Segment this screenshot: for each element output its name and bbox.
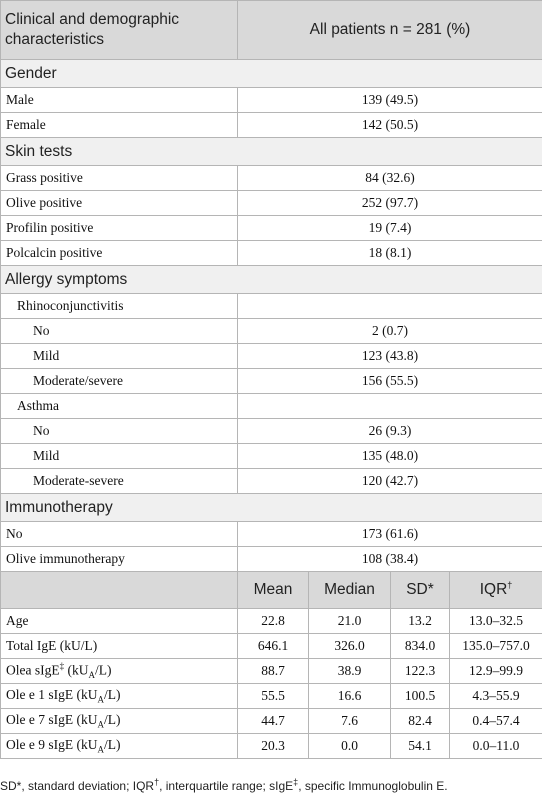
footnote-text: , specific Immunoglobulin E.	[298, 779, 448, 793]
stats-header-median: Median	[309, 572, 391, 609]
stats-header-sd: SD*	[391, 572, 450, 609]
iqr-label: IQR	[479, 581, 508, 599]
table-row	[1, 216, 542, 241]
stats-row	[1, 659, 542, 684]
row-value: 19 (7.4)	[238, 216, 542, 241]
stats-row	[1, 634, 542, 659]
stats-sd: 13.2	[391, 609, 450, 634]
stats-mean: 22.8	[238, 609, 309, 634]
header-all-patients: All patients n = 281 (%)	[238, 1, 542, 60]
stats-mean: 88.7	[238, 659, 309, 684]
table-row	[1, 166, 542, 191]
section-title-gender: Gender	[1, 60, 542, 88]
stats-iqr: 0.4–57.4	[450, 709, 542, 734]
table-row	[1, 444, 542, 469]
table-row	[1, 394, 542, 419]
stats-row	[1, 709, 542, 734]
row-label: No	[1, 419, 238, 444]
table-row	[1, 469, 542, 494]
stats-header-blank	[1, 572, 238, 609]
stats-median: 16.6	[309, 684, 391, 709]
stats-label	[1, 684, 238, 709]
label-unit-end: /L)	[103, 737, 121, 753]
stats-iqr: 4.3–55.9	[450, 684, 542, 709]
stats-median: 7.6	[309, 709, 391, 734]
stats-mean: 20.3	[238, 734, 309, 759]
row-value: 120 (42.7)	[238, 469, 542, 494]
label-unit-end: /L)	[103, 712, 121, 728]
row-label: Moderate-severe	[1, 469, 238, 494]
row-label: No	[1, 522, 238, 547]
row-value: 173 (61.6)	[238, 522, 542, 547]
stats-sd: 100.5	[391, 684, 450, 709]
table-row	[1, 419, 542, 444]
table-row	[1, 319, 542, 344]
table-row	[1, 113, 542, 138]
row-value	[238, 394, 542, 419]
table-header-row	[1, 1, 542, 60]
label-unit-end: /L)	[94, 662, 112, 678]
label-unit-subscript: A	[88, 670, 95, 681]
row-label: Profilin positive	[1, 216, 238, 241]
table-row	[1, 547, 542, 572]
row-label: Olive immunotherapy	[1, 547, 238, 572]
stats-iqr: 0.0–11.0	[450, 734, 542, 759]
label-footnote-mark: ‡	[59, 661, 65, 672]
stats-median: 21.0	[309, 609, 391, 634]
stats-header-mean: Mean	[238, 572, 309, 609]
row-value: 135 (48.0)	[238, 444, 542, 469]
label-text: Ole e 9 sIgE	[6, 737, 74, 753]
stats-header-iqr	[450, 572, 542, 609]
stats-median: 38.9	[309, 659, 391, 684]
row-value: 252 (97.7)	[238, 191, 542, 216]
table-row	[1, 369, 542, 394]
row-label: Male	[1, 88, 238, 113]
table-footnote	[0, 777, 542, 793]
label-text: Ole e 1 sIgE	[6, 687, 74, 703]
row-label: Mild	[1, 444, 238, 469]
section-row	[1, 60, 542, 88]
stats-row	[1, 734, 542, 759]
row-label: Moderate/severe	[1, 369, 238, 394]
stats-sd: 834.0	[391, 634, 450, 659]
row-value: 142 (50.5)	[238, 113, 542, 138]
stats-mean: 646.1	[238, 634, 309, 659]
stats-median: 326.0	[309, 634, 391, 659]
row-label: No	[1, 319, 238, 344]
stats-sd: 82.4	[391, 709, 450, 734]
stats-label: Total IgE (kU/L)	[1, 634, 238, 659]
table-row	[1, 294, 542, 319]
table-row	[1, 344, 542, 369]
row-value: 156 (55.5)	[238, 369, 542, 394]
row-label: Grass positive	[1, 166, 238, 191]
label-unit: (kU	[64, 662, 89, 678]
table-row	[1, 88, 542, 113]
label-unit-subscript: A	[97, 694, 104, 705]
section-row	[1, 494, 542, 522]
label-text: Ole e 7 sIgE	[6, 712, 74, 728]
section-title-allergy-symptoms: Allergy symptoms	[1, 266, 542, 294]
section-row	[1, 266, 542, 294]
table-row	[1, 522, 542, 547]
stats-header-row	[1, 572, 542, 609]
label-unit-end: /L)	[103, 687, 121, 703]
stats-median: 0.0	[309, 734, 391, 759]
row-value: 26 (9.3)	[238, 419, 542, 444]
stats-iqr: 13.0–32.5	[450, 609, 542, 634]
row-value	[238, 294, 542, 319]
label-unit-subscript: A	[97, 744, 104, 755]
row-value: 108 (38.4)	[238, 547, 542, 572]
stats-label: Age	[1, 609, 238, 634]
row-label: Asthma	[1, 394, 238, 419]
stats-sd: 122.3	[391, 659, 450, 684]
row-value: 2 (0.7)	[238, 319, 542, 344]
stats-mean: 55.5	[238, 684, 309, 709]
section-row	[1, 138, 542, 166]
header-characteristics: Clinical and demographic characteristics	[1, 1, 238, 60]
label-unit: (kU	[73, 712, 98, 728]
stats-mean: 44.7	[238, 709, 309, 734]
label-unit: (kU	[73, 737, 98, 753]
footnote-mark: †	[154, 777, 160, 787]
row-value: 84 (32.6)	[238, 166, 542, 191]
row-label: Female	[1, 113, 238, 138]
label-unit-subscript: A	[97, 719, 104, 730]
stats-row	[1, 609, 542, 634]
row-label: Rhinoconjunctivitis	[1, 294, 238, 319]
stats-label	[1, 709, 238, 734]
stats-label	[1, 734, 238, 759]
row-value: 139 (49.5)	[238, 88, 542, 113]
stats-row	[1, 684, 542, 709]
stats-label	[1, 659, 238, 684]
iqr-footnote-mark: †	[507, 580, 513, 591]
row-value: 18 (8.1)	[238, 241, 542, 266]
table-row	[1, 191, 542, 216]
stats-sd: 54.1	[391, 734, 450, 759]
section-title-immunotherapy: Immunotherapy	[1, 494, 542, 522]
table-row	[1, 241, 542, 266]
row-value: 123 (43.8)	[238, 344, 542, 369]
row-label: Mild	[1, 344, 238, 369]
label-unit: (kU	[73, 687, 98, 703]
section-title-skin-tests: Skin tests	[1, 138, 542, 166]
stats-iqr: 135.0–757.0	[450, 634, 542, 659]
footnote-text: SD*, standard deviation; IQR	[0, 779, 155, 793]
row-label: Olive positive	[1, 191, 238, 216]
row-label: Polcalcin positive	[1, 241, 238, 266]
stats-iqr: 12.9–99.9	[450, 659, 542, 684]
footnote-text: , interquartile range; sIgE	[159, 779, 294, 793]
footnote-mark: ‡	[293, 777, 299, 787]
label-text: Olea sIgE	[6, 662, 60, 678]
